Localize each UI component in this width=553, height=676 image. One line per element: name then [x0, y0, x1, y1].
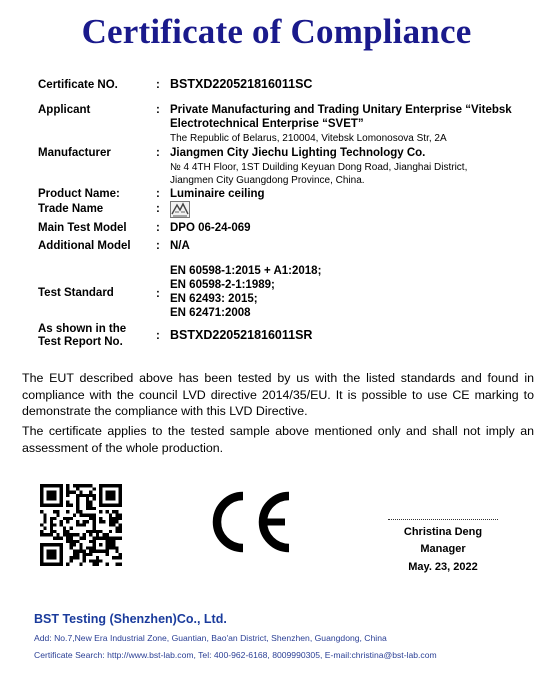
certificate-no-value: BSTXD220521816011SC — [170, 77, 313, 91]
product-name-label: Product Name: — [38, 188, 120, 200]
manufacturer-address-line2: Jiangmen City Guangdong Province, China. — [170, 175, 365, 186]
certificate-title: Certificate of Compliance — [81, 12, 472, 51]
colon: : — [156, 147, 160, 159]
applicant-name-line2: Electrotechnical Enterprise “SVET” — [170, 118, 364, 130]
test-standard-label: Test Standard — [38, 287, 114, 299]
test-standard-item: EN 62471:2008 — [170, 307, 251, 319]
test-standard-item: EN 62493: 2015; — [170, 293, 258, 305]
main-test-model-value: DPO 06-24-069 — [170, 222, 251, 234]
trade-name-label: Trade Name — [38, 203, 104, 215]
svet-logo-icon — [170, 201, 190, 218]
report-no-label-line1: As shown in the — [38, 323, 127, 335]
product-name-value: Luminaire ceiling — [170, 188, 265, 200]
test-standard-item: EN 60598-2-1:1989; — [170, 279, 275, 291]
additional-model-value: N/A — [170, 240, 190, 252]
colon: : — [156, 330, 160, 342]
issuer-address: Add: No.7,New Era Industrial Zone, Guantian, Bao'an District, Shenzhen, Guangdong, China — [34, 633, 387, 643]
applicant-address: The Republic of Belarus, 210004, Vitebsk Lomonosova Str, 2A — [170, 133, 447, 144]
ce-mark-icon — [205, 490, 293, 559]
issuer-company: BST Testing (Shenzhen)Co., Ltd. — [34, 612, 227, 626]
applicant-label: Applicant — [38, 104, 91, 116]
colon: : — [156, 188, 160, 200]
manufacturer-label: Manufacturer — [38, 147, 111, 159]
colon: : — [156, 222, 160, 234]
issuer-contact: Certificate Search: http://www.bst-lab.com, Tel: 400-962-6168, 8009990305, E-mail:christina@bst-lab.com — [34, 650, 437, 660]
colon: : — [156, 203, 160, 215]
signatory-title: Manager — [420, 543, 466, 555]
manufacturer-address-line1: № 4 4TH Floor, 1ST Duilding Keyuan Dong Road, Jianghai District, — [170, 162, 468, 173]
colon: : — [156, 288, 160, 300]
manufacturer-name: Jiangmen City Jiechu Lighting Technology Co. — [170, 147, 426, 159]
colon: : — [156, 79, 160, 91]
report-no-value: BSTXD220521816011SR — [170, 328, 313, 342]
compliance-statement: The EUT described above has been tested by us with the listed standards and found in compliance with the council LVD directive 2014/35/EU. It is possible to use CE marking to demonstrate the compliance with this LVD Directive. — [22, 371, 534, 418]
certificate-no-label: Certificate NO. — [38, 79, 118, 91]
qr-code-icon — [40, 484, 122, 566]
report-no-label-line2: Test Report No. — [38, 336, 123, 348]
scope-statement: The certificate applies to the tested sample above mentioned only and shall not imply an assessment of the whole production. — [22, 424, 534, 455]
signatory-name: Christina Deng — [403, 526, 483, 538]
test-standard-item: EN 60598-1:2015 + A1:2018; — [170, 265, 322, 277]
certificate-date: May. 23, 2022 — [408, 561, 478, 573]
signature-line — [388, 519, 498, 520]
additional-model-label: Additional Model — [38, 240, 131, 252]
colon: : — [156, 240, 160, 252]
main-test-model-label: Main Test Model — [38, 222, 127, 234]
applicant-name-line1: Private Manufacturing and Trading Unitary Enterprise “Vitebsk — [170, 104, 512, 116]
colon: : — [156, 104, 160, 116]
